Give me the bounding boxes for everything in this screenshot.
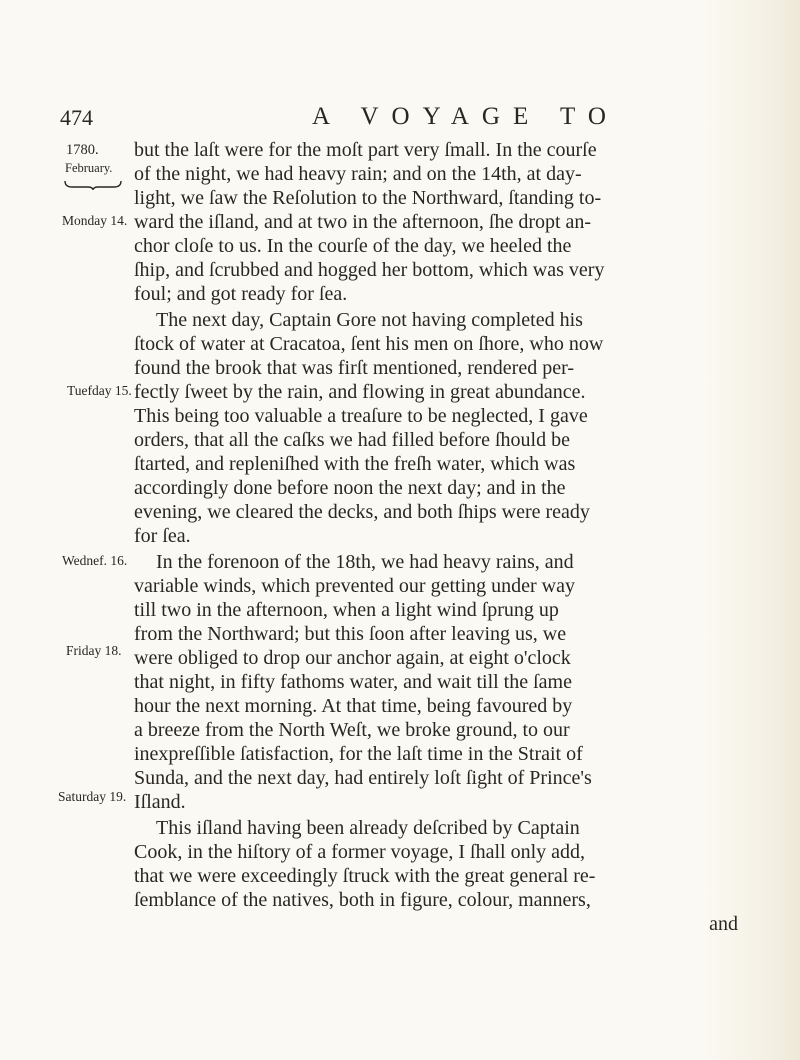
text-line: ſtock of water at Cracatoa, ſent his men on ſhore, who now (134, 333, 604, 355)
text-line: ſtarted, and repleniſhed with the freſh water, which was (134, 453, 576, 475)
running-title: A VOYAGE TO (312, 103, 619, 130)
text-line: orders, that all the caſks we had filled before ſhould be (134, 429, 570, 451)
margin-day: Monday 14. (62, 213, 128, 228)
text-line: found the brook that was firſt mentioned, rendered per- (134, 357, 575, 379)
page-number: 474 (60, 105, 93, 130)
text-line: inexpreſſible ſatisfaction, for the laſt time in the Strait of (134, 743, 583, 765)
text-line: foul; and got ready for ſea. (134, 283, 348, 305)
text-line: light, we ſaw the Reſolution to the Northward, ſtanding to- (134, 187, 602, 209)
text-line: Iſland. (134, 791, 186, 813)
text-line: This iſland having been already deſcribed by Captain (156, 817, 580, 839)
text-line: In the forenoon of the 18th, we had heavy rains, and (156, 551, 574, 573)
text-line: evening, we cleared the decks, and both ſhips were ready (134, 501, 590, 523)
text-line: of the night, we had heavy rain; and on the 14th, at day- (134, 163, 582, 185)
margin-day: Wednef. 16. (62, 553, 128, 568)
text-line: chor cloſe to us. In the courſe of the day, we heeled the (134, 235, 572, 257)
text-line: The next day, Captain Gore not having completed his (156, 309, 583, 331)
text-line: from the Northward; but this ſoon after leaving us, we (134, 623, 567, 645)
text-line: This being too valuable a treaſure to be neglected, I gave (134, 405, 588, 427)
catchword: and (709, 913, 738, 935)
text-line: ſemblance of the natives, both in figure, colour, manners, (134, 889, 591, 911)
margin-day: Tuefday 15. (67, 383, 132, 398)
text-line: ward the iſland, and at two in the afternoon, ſhe dropt an- (134, 211, 592, 233)
text-line: were obliged to drop our anchor again, at eight o'clock (134, 647, 571, 669)
margin-year: 1780. (66, 142, 99, 158)
margin-day: Saturday 19. (58, 789, 127, 804)
text-line: hour the next morning. At that time, being favoured by (134, 695, 573, 717)
text-line: variable winds, which prevented our getting under way (134, 575, 575, 597)
text-line: that we were exceedingly ſtruck with the great general re- (134, 865, 596, 887)
text-line: fectly ſweet by the rain, and flowing in great abundance. (134, 381, 586, 403)
text-line: till two in the afternoon, when a light wind ſprung up (134, 599, 559, 621)
text-line: that night, in fifty fathoms water, and wait till the ſame (134, 671, 572, 693)
text-line: but the laſt were for the moſt part very ſmall. In the courſe (134, 139, 597, 161)
text-line: a breeze from the North Weſt, we broke ground, to our (134, 719, 570, 741)
page-header (0, 105, 800, 141)
text-line: accordingly done before noon the next day; and in the (134, 477, 566, 499)
brace-icon (64, 180, 122, 190)
text-line: for ſea. (134, 525, 191, 547)
text-line: ſhip, and ſcrubbed and hogged her bottom, which was very (134, 259, 605, 281)
margin-day: Friday 18. (66, 643, 122, 658)
text-line: Sunda, and the next day, had entirely loſt ſight of Prince's (134, 767, 592, 789)
text-line: Cook, in the hiſtory of a former voyage, I ſhall only add, (134, 841, 586, 863)
margin-month: February. (65, 161, 113, 175)
